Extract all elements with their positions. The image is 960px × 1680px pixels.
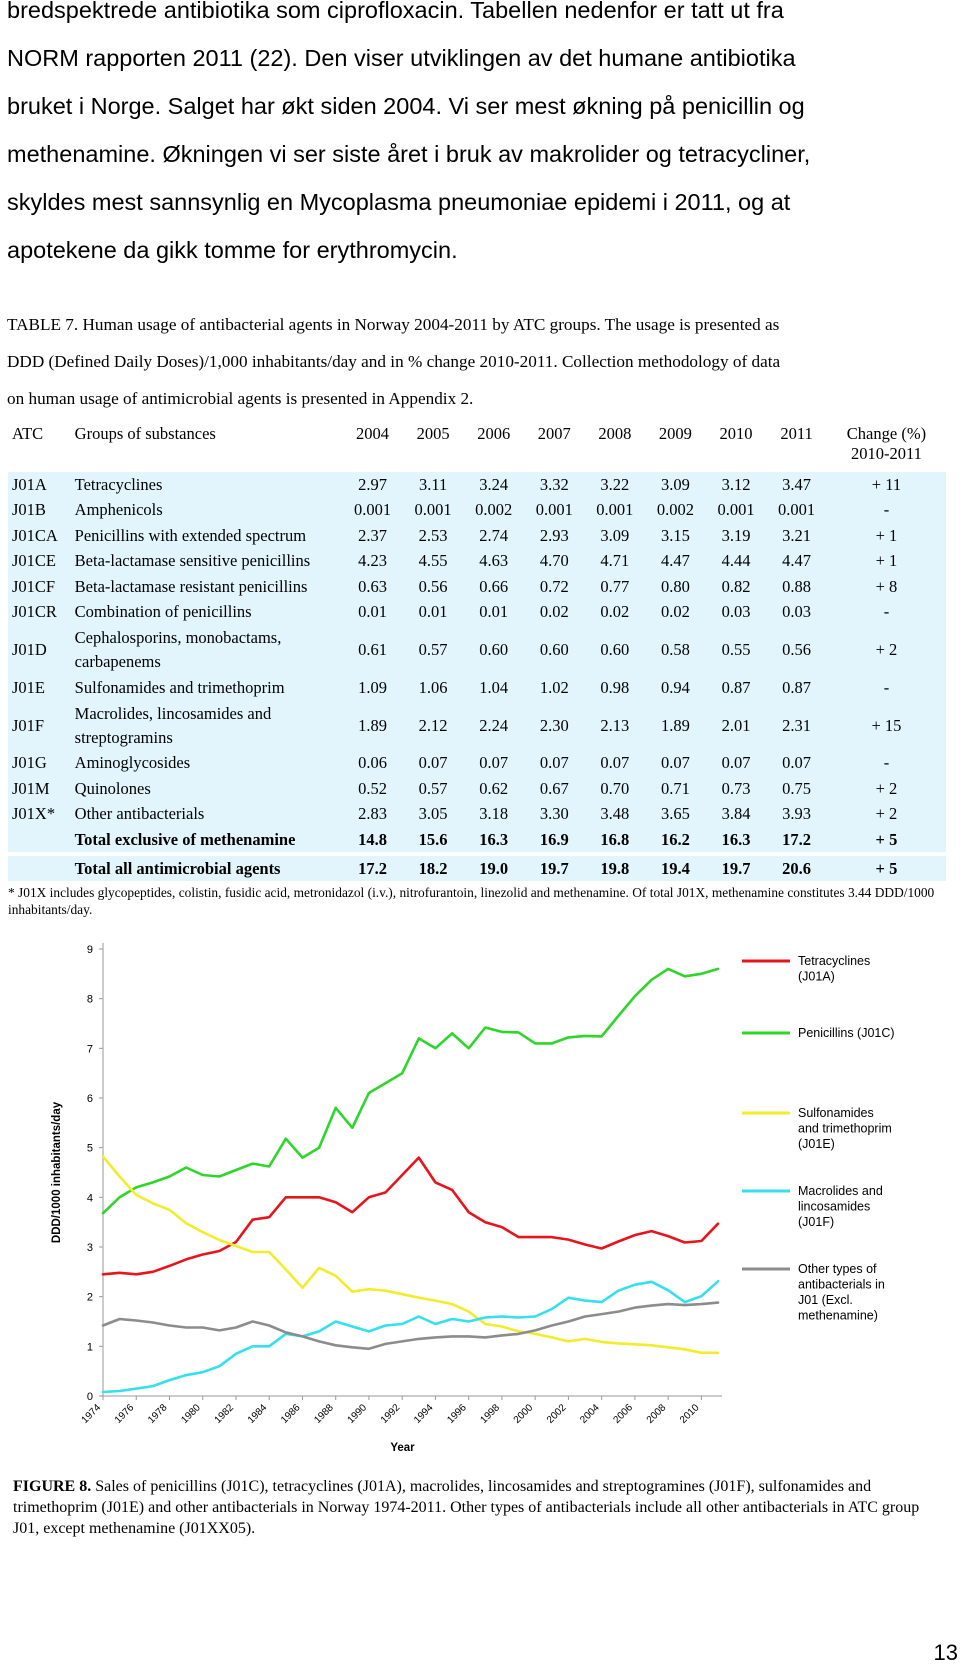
header-change <box>827 420 946 472</box>
total-value-cell: 17.2 <box>782 829 812 849</box>
value-cell: 1.04 <box>479 677 509 697</box>
value-cell: 0.02 <box>600 602 630 622</box>
group-name-cell: Combination of penicillins <box>74 602 252 622</box>
total-value-cell: 16.2 <box>660 829 690 849</box>
total-label-cell: Total all antimicrobial agents <box>74 858 281 878</box>
change-cell: - <box>883 753 890 773</box>
value-cell: 0.57 <box>418 640 448 659</box>
y-tick-label: 6 <box>86 1093 93 1105</box>
table-row <box>8 751 946 777</box>
atc-code-cell: J01CA <box>12 525 58 545</box>
x-tick-label: 2004 <box>578 1402 602 1426</box>
x-tick-label: 1974 <box>79 1402 104 1426</box>
value-cell: 3.09 <box>600 525 630 545</box>
value-cell: 0.01 <box>418 602 448 622</box>
value-cell: 1.89 <box>358 715 387 735</box>
total-value-cell: 19.8 <box>600 858 630 878</box>
value-cell: 0.07 <box>721 753 751 773</box>
value-cell: 0.52 <box>358 778 387 798</box>
change-cell: - <box>883 677 890 697</box>
legend-label: Sulfonamides <box>798 1106 874 1120</box>
x-tick-label: 1982 <box>212 1402 237 1426</box>
value-cell: 2.37 <box>358 525 387 545</box>
total-value-cell: 14.8 <box>358 829 387 849</box>
y-axis-label: DDD/1000 inhabitants/day <box>51 1101 63 1244</box>
value-cell: 0.03 <box>721 602 751 622</box>
value-cell: 0.02 <box>660 602 690 622</box>
table-row <box>8 600 946 626</box>
value-cell: 2.31 <box>782 715 812 735</box>
value-cell: 3.11 <box>418 474 448 494</box>
value-cell: 0.01 <box>479 602 509 622</box>
value-cell: 0.72 <box>539 576 569 596</box>
figure-caption-label: FIGURE 8. <box>13 1478 92 1495</box>
table-row <box>8 625 946 675</box>
value-cell: 0.001 <box>414 500 452 520</box>
change-cell: + 1 <box>875 525 898 545</box>
total-row <box>8 856 946 881</box>
value-cell: 0.75 <box>782 778 812 798</box>
table-caption-line: on human usage of antimicrobial agents is presented in Appendix 2. <box>7 389 474 408</box>
atc-code-cell: J01F <box>12 715 45 735</box>
total-value-cell: 17.2 <box>358 858 387 878</box>
change-cell: - <box>883 602 890 622</box>
value-cell: 0.67 <box>539 778 569 798</box>
change-cell: + 1 <box>875 551 898 571</box>
header-change-period: 2010-2011 <box>850 444 922 463</box>
total-change-cell: + 5 <box>875 829 898 849</box>
y-tick-label: 2 <box>86 1291 93 1304</box>
value-cell: 3.05 <box>418 804 448 824</box>
value-cell: 4.55 <box>418 551 448 571</box>
y-tick-label: 5 <box>86 1142 93 1155</box>
group-name-cell: Quinolones <box>74 778 151 798</box>
value-cell: 0.60 <box>479 640 509 659</box>
value-cell: 4.71 <box>600 551 630 571</box>
value-cell: 2.24 <box>479 715 509 735</box>
value-cell: 0.03 <box>782 602 812 622</box>
atc-usage-table <box>8 420 946 881</box>
value-cell: 3.22 <box>600 474 630 494</box>
value-cell: 0.70 <box>600 778 630 798</box>
legend-label: (J01F) <box>798 1215 835 1229</box>
legend-label: Macrolides and <box>798 1184 883 1198</box>
x-tick-label: 1994 <box>412 1402 436 1426</box>
value-cell: 0.56 <box>418 576 448 596</box>
x-tick-label: 1998 <box>478 1402 503 1426</box>
intro-line: bredspektrede antibiotika som ciprofloxacin. Tabellen nedenfor er tatt ut fra <box>7 0 784 23</box>
legend-label: (J01A) <box>798 969 835 984</box>
atc-code-cell: J01B <box>12 500 46 520</box>
value-cell: 0.61 <box>358 640 387 659</box>
header-year: 2007 <box>524 420 585 472</box>
group-name-cell: Macrolides, lincosamides and streptogramins <box>74 703 272 747</box>
value-cell: 1.09 <box>358 677 387 697</box>
group-name-cell: Cephalosporins, monobactams, carbapenems <box>74 628 282 671</box>
value-cell: 0.94 <box>660 677 690 697</box>
group-name-cell: Aminoglycosides <box>74 753 191 773</box>
value-cell: 2.74 <box>479 525 509 545</box>
group-name-cell: Sulfonamides and trimethoprim <box>74 677 285 697</box>
atc-code-cell: J01E <box>12 677 45 697</box>
value-cell: 4.44 <box>721 551 751 571</box>
x-tick-label: 1992 <box>378 1402 403 1426</box>
header-atc: ATC <box>8 420 71 472</box>
total-row <box>8 827 946 852</box>
x-tick-label: 2006 <box>611 1402 636 1426</box>
value-cell: 0.06 <box>358 753 387 773</box>
intro-paragraph <box>7 0 955 274</box>
value-cell: 0.07 <box>782 753 812 773</box>
group-name-cell: Tetracyclines <box>74 474 163 494</box>
value-cell: 0.56 <box>782 640 812 659</box>
value-cell: 3.47 <box>782 474 812 494</box>
y-tick-label: 0 <box>86 1391 93 1403</box>
value-cell: 0.07 <box>600 753 630 773</box>
value-cell: 2.12 <box>418 715 448 735</box>
value-cell: 0.07 <box>660 753 690 773</box>
table-row <box>8 675 946 701</box>
value-cell: 0.77 <box>600 576 630 596</box>
total-value-cell: 16.9 <box>539 829 569 849</box>
value-cell: 0.55 <box>721 640 751 659</box>
group-name-cell: Beta-lactamase sensitive penicillins <box>74 551 311 571</box>
series-line-tetracyclines <box>103 1158 718 1275</box>
value-cell: 0.66 <box>479 576 509 596</box>
header-change-label: Change (%) <box>846 424 927 443</box>
table-row <box>8 574 946 600</box>
value-cell: 0.07 <box>418 753 448 773</box>
change-cell: - <box>883 500 890 520</box>
value-cell: 0.87 <box>782 677 812 697</box>
value-cell: 0.001 <box>596 500 634 520</box>
value-cell: 1.02 <box>539 677 569 697</box>
value-cell: 3.48 <box>600 804 630 824</box>
value-cell: 3.32 <box>539 474 569 494</box>
legend-label: antibacterials in <box>798 1277 885 1292</box>
total-value-cell: 18.2 <box>418 858 448 878</box>
x-axis-label: Year <box>390 1442 415 1454</box>
total-value-cell: 19.0 <box>479 858 509 878</box>
table-caption-line: DDD (Defined Daily Doses)/1,000 inhabitants/day and in % change 2010-2011. Collection methodology of data <box>7 352 781 371</box>
value-cell: 2.97 <box>358 474 387 494</box>
change-cell: + 2 <box>875 640 898 659</box>
value-cell: 3.09 <box>660 474 690 494</box>
total-value-cell: 19.4 <box>660 858 690 878</box>
value-cell: 3.30 <box>539 804 569 824</box>
group-name-cell: Beta-lactamase resistant penicillins <box>74 576 308 596</box>
series-line-sulfonamides <box>103 1157 718 1353</box>
figure-caption <box>13 1476 948 1539</box>
value-cell: 4.47 <box>782 551 812 571</box>
x-tick-label: 1984 <box>245 1402 270 1426</box>
value-cell: 0.87 <box>721 677 751 697</box>
value-cell: 3.19 <box>721 525 751 545</box>
value-cell: 0.002 <box>475 500 513 520</box>
intro-line: skyldes mest sannsynlig en Mycoplasma pneumoniae epidemi i 2011, og at <box>7 189 791 215</box>
table-footnote: * J01X includes glycopeptides, colistin, fusidic acid, metronidazol (i.v.), nitrofurantoin, linezolid and methenamine. Of total J01X, methenamine constitutes 3.44 DDD/1000 inhabitants/day. <box>8 885 935 917</box>
value-cell: 0.002 <box>656 500 694 520</box>
value-cell: 2.53 <box>418 525 448 545</box>
x-tick-label: 1980 <box>179 1402 203 1426</box>
intro-line: apotekene da gikk tomme for erythromycin. <box>7 237 458 263</box>
table-row <box>8 523 946 549</box>
legend-label: methenamine) <box>798 1308 878 1323</box>
x-tick-label: 1988 <box>312 1402 336 1426</box>
y-tick-label: 7 <box>86 1043 93 1056</box>
value-cell: 2.01 <box>721 715 751 735</box>
value-cell: 0.58 <box>660 640 690 659</box>
value-cell: 0.07 <box>479 753 509 773</box>
value-cell: 2.13 <box>600 715 630 735</box>
change-cell: + 2 <box>875 778 898 798</box>
value-cell: 0.62 <box>479 778 509 798</box>
legend-label: Other types of <box>798 1262 877 1276</box>
value-cell: 0.88 <box>782 576 812 596</box>
atc-code-cell: J01D <box>12 640 47 659</box>
table-row <box>8 701 946 751</box>
legend-label: Penicillins (J01C) <box>798 1026 895 1040</box>
header-year: 2008 <box>585 420 646 472</box>
total-label-cell: Total exclusive of methenamine <box>74 829 296 849</box>
change-cell: + 2 <box>875 804 898 824</box>
value-cell: 3.15 <box>660 525 690 545</box>
value-cell: 0.001 <box>535 500 573 520</box>
x-tick-label: 2002 <box>545 1402 569 1426</box>
value-cell: 0.001 <box>778 500 816 520</box>
total-value-cell: 16.8 <box>600 829 630 849</box>
atc-code-cell <box>8 827 71 852</box>
change-cell: + 8 <box>875 576 898 596</box>
value-cell: 0.57 <box>418 778 448 798</box>
value-cell: 4.70 <box>539 551 569 571</box>
group-name-cell: Other antibacterials <box>74 804 205 824</box>
value-cell: 0.02 <box>539 602 569 622</box>
atc-code-cell: J01CF <box>12 576 56 596</box>
atc-code-cell: J01X* <box>12 804 56 824</box>
legend-label: lincosamides <box>798 1199 871 1214</box>
value-cell: 4.63 <box>479 551 509 571</box>
intro-line: methenamine. Økningen vi ser siste året i bruk av makrolider og tetracycliner, <box>7 141 811 167</box>
header-year: 2011 <box>766 420 827 472</box>
legend-label: Tetracyclines <box>798 954 871 968</box>
table-row <box>8 549 946 575</box>
x-tick-label: 1986 <box>279 1402 303 1426</box>
value-cell: 0.07 <box>539 753 569 773</box>
series-line-other <box>103 1303 718 1349</box>
atc-code-cell: J01A <box>12 474 47 494</box>
total-change-cell: + 5 <box>875 858 898 878</box>
table-row <box>8 498 946 524</box>
total-value-cell: 16.3 <box>479 829 509 849</box>
y-tick-label: 9 <box>86 944 93 956</box>
atc-code-cell: J01CE <box>12 551 57 571</box>
x-tick-label: 2008 <box>644 1402 669 1426</box>
value-cell: 3.24 <box>479 474 509 494</box>
total-value-cell: 19.7 <box>721 858 751 878</box>
y-tick-label: 3 <box>86 1242 93 1254</box>
header-year: 2009 <box>645 420 706 472</box>
atc-table-wrapper <box>8 420 946 881</box>
value-cell: 4.47 <box>660 551 690 571</box>
value-cell: 0.98 <box>600 677 630 697</box>
intro-line: bruket i Norge. Salget har økt siden 2004. Vi ser mest økning på penicillin og <box>7 93 805 119</box>
y-tick-label: 1 <box>86 1341 93 1354</box>
total-value-cell: 16.3 <box>721 829 751 849</box>
value-cell: 0.63 <box>358 576 387 596</box>
value-cell: 0.001 <box>717 500 755 520</box>
change-cell: + 11 <box>871 474 902 494</box>
table-body <box>8 472 946 881</box>
series-line-macrolides <box>103 1281 718 1392</box>
header-year: 2010 <box>706 420 767 472</box>
legend-label: (J01E) <box>798 1137 835 1151</box>
x-tick-label: 2010 <box>677 1402 702 1426</box>
value-cell: 0.71 <box>660 778 690 798</box>
atc-code-cell: J01M <box>12 778 50 798</box>
header-year: 2004 <box>342 420 403 472</box>
value-cell: 0.82 <box>721 576 751 596</box>
total-value-cell: 20.6 <box>782 858 812 878</box>
legend-label: J01 (Excl. <box>798 1293 853 1307</box>
series-line-penicillins <box>103 969 718 1213</box>
atc-code-cell <box>8 856 71 881</box>
value-cell: 1.06 <box>418 677 448 697</box>
group-name-cell: Amphenicols <box>74 500 163 520</box>
change-cell: + 15 <box>871 715 902 735</box>
x-tick-label: 1996 <box>445 1402 469 1426</box>
value-cell: 2.93 <box>539 525 569 545</box>
x-tick-label: 2000 <box>511 1402 536 1426</box>
figure-caption-text: Sales of penicillins (J01C), tetracyclines (J01A), macrolides, lincosamides and streptogramines (J01F), sulfonamides and trimethoprim (J01E) and other antibacterials in Norway 1974-2011. Other types of antibacterials include all other antibacterials in ATC group J01, except methenamine (J01XX05). <box>13 1478 920 1537</box>
value-cell: 0.73 <box>721 778 751 798</box>
table-row <box>8 802 946 828</box>
value-cell: 1.89 <box>660 715 690 735</box>
line-chart <box>40 935 920 1465</box>
value-cell: 3.21 <box>782 525 812 545</box>
value-cell: 0.60 <box>600 640 630 659</box>
intro-line: NORM rapporten 2011 (22). Den viser utviklingen av det humane antibiotika <box>7 45 796 71</box>
table-row <box>8 472 946 498</box>
table-caption <box>7 306 955 417</box>
value-cell: 3.93 <box>782 804 812 824</box>
legend-label: and trimethoprim <box>798 1121 892 1136</box>
header-year: 2005 <box>403 420 464 472</box>
x-tick-label: 1990 <box>345 1402 370 1426</box>
header-year: 2006 <box>463 420 524 472</box>
value-cell: 3.65 <box>660 804 690 824</box>
y-tick-label: 4 <box>86 1192 93 1205</box>
value-cell: 0.001 <box>353 500 392 520</box>
value-cell: 4.23 <box>358 551 387 571</box>
group-name-cell: Penicillins with extended spectrum <box>74 525 307 545</box>
header-groups: Groups of substances <box>71 420 343 472</box>
value-cell: 2.30 <box>539 715 569 735</box>
x-tick-label: 1976 <box>112 1402 137 1426</box>
value-cell: 0.80 <box>660 576 690 596</box>
atc-code-cell: J01CR <box>12 602 57 622</box>
total-value-cell: 19.7 <box>539 858 569 878</box>
value-cell: 2.83 <box>358 804 387 824</box>
value-cell: 3.84 <box>721 804 751 824</box>
x-tick-label: 1978 <box>146 1402 170 1426</box>
table-row <box>8 776 946 802</box>
table-caption-line: TABLE 7. Human usage of antibacterial agents in Norway 2004-2011 by ATC groups. The usage is presented as <box>7 315 780 334</box>
table-header-row <box>8 420 946 472</box>
page-number: 13 <box>933 1640 958 1665</box>
value-cell: 3.18 <box>479 804 509 824</box>
total-value-cell: 15.6 <box>418 829 448 849</box>
atc-code-cell: J01G <box>12 753 47 773</box>
value-cell: 3.12 <box>721 474 751 494</box>
y-tick-label: 8 <box>86 993 93 1006</box>
value-cell: 0.60 <box>539 640 569 659</box>
value-cell: 0.01 <box>358 602 387 622</box>
